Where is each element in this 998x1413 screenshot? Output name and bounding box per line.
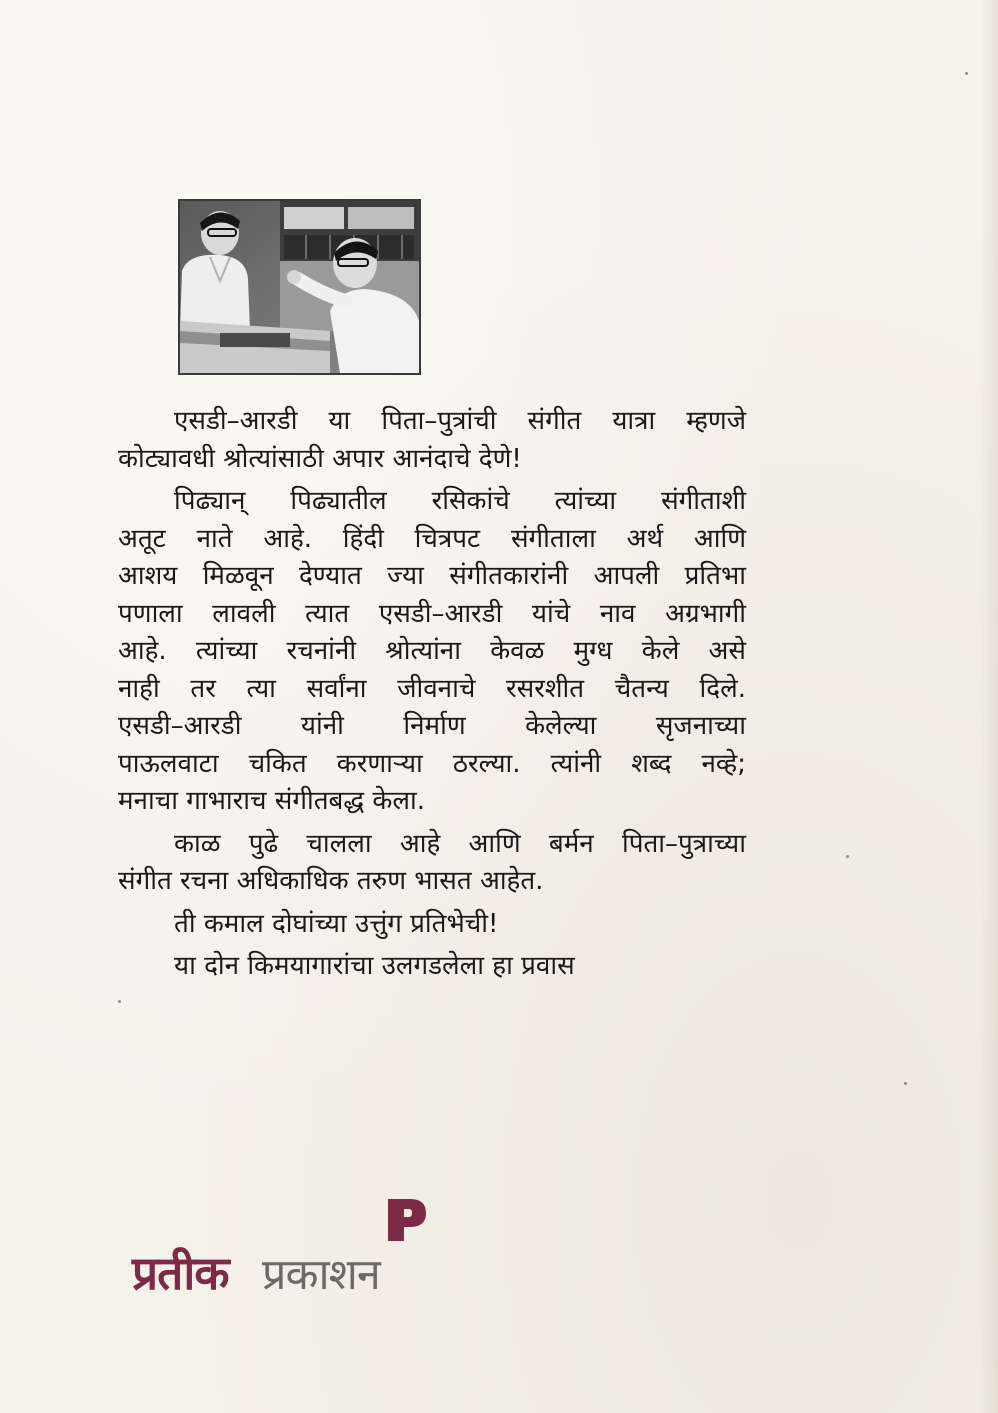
blurb-line: मनाचा गाभाराच संगीतबद्ध केला. [118,786,425,816]
blurb-line: पाऊलवाटा चकित करणाऱ्या ठरल्या. त्यांनी शब्द नव्हे; [118,748,746,779]
blurb-paragraph-3 [118,826,746,901]
paper-speck [965,72,968,75]
blurb-paragraph-5: या दोन किमयागारांचा उलगडलेला हा प्रवास [174,951,575,981]
blurb-line: पणाला लावली त्यात एसडी–आरडी यांचे नाव अग्रभागी [118,598,746,629]
blurb-line: एसडी–आरडी या पिता–पुत्रांची संगीत यात्रा म्हणजे [174,406,746,436]
photo-image [180,201,419,373]
blurb-line: संगीत रचना अधिकाधिक तरुण भासत आहेत. [118,866,544,896]
blurb-paragraph-2 [118,483,746,821]
blurb-paragraph-4: ती कमाल दोघांच्या उत्तुंग प्रतिभेची! [174,908,499,939]
paper-speck [904,1082,907,1085]
blurb-line: आहे. त्यांच्या रचनांनी श्रोत्यांना केवळ मुग्ध केले असे [118,636,746,666]
author-photo [178,199,421,375]
blurb-line: एसडी–आरडी यांनी निर्माण केलेल्या सृजनाच्या [118,711,746,741]
blurb-line: काळ पुढे चालला आहे आणि बर्मन पिता–पुत्राच्या [174,828,746,859]
blurb-line: कोट्यावधी श्रोत्यांसाठी अपार आनंदाचे देणे! [118,443,522,474]
blurb-line: आशय मिळवून देण्यात ज्या संगीतकारांनी आपली प्रतिभा [118,561,746,591]
blurb-line: पिढ्यान् पिढ्यातील रसिकांचे त्यांच्या संगीताशी [174,486,746,516]
paper-speck [118,1000,121,1003]
blurb-line: अतूट नाते आहे. हिंदी चित्रपट संगीताला अर्थ आणि [118,523,746,554]
blurb-paragraph-1 [118,403,746,478]
publisher-logo [130,1195,450,1315]
publisher-name-light: प्रकाशन [262,1250,380,1300]
blurb-text [118,403,746,991]
cover-edge-shadow [980,0,998,1413]
publisher-name-bold: प्रतीक [132,1246,229,1300]
publisher-mark-icon [380,1195,430,1245]
paper-speck [846,855,849,858]
blurb-line: नाही तर त्या सर्वांना जीवनाचे रसरशीत चैतन्य दिले. [118,673,746,704]
